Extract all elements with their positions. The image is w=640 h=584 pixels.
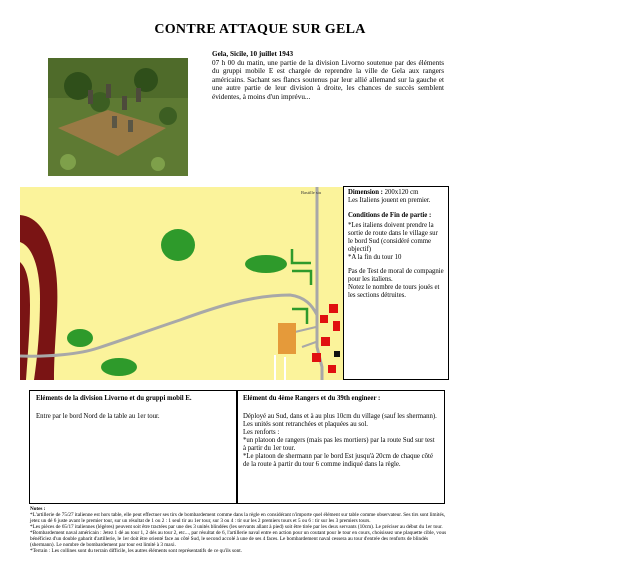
- note-light-guns: *Les pièces de 65/17 italiennes (légères) peuvent soit être tractées par une des 3 unités blindées (les servants allant à pied) soit être tirée par les deux servants (10cm). Le préciser au début du 1er tour.: [30, 524, 443, 530]
- condition-2: *A la fin du tour 10: [348, 253, 402, 261]
- us-forces-box: [237, 390, 445, 504]
- condition-1: *Les italiens doivent prendre la sortie de route dans le village sur le bord Sud (considéré comme objectif): [348, 222, 438, 253]
- dimension-label: Dimension :: [348, 189, 383, 196]
- notes-section: [30, 506, 450, 554]
- us-box-p1: Déployé au Sud, dans et à au plus 10cm du village (sauf les shermann). Les unités sont retranchées et plaquées au sol.: [243, 413, 437, 428]
- notes-heading: Notes :: [30, 506, 46, 512]
- note-artillery: *L'artillerie de 75/27 italienne est hors table, elle peut effectuer ses tirs de bombardement comme dans la règle en considérant n'importe quel élément sur table comme observateur. Ses tirs sont limités, jetez un dé 6 juste avant le premier tour, sur un résultat de 1 ou 2 : 1 seul tir au 1er tour, sur 3 ou 4 : tir sur les 2 premiers tours et 5 ou 6 : tir sur les 3 premiers tours.: [30, 512, 446, 524]
- intro-paragraph: 07 h 00 du matin, une partie de la division Livorno soutenue par des éléments du gruppi mobile E est chargée de reprendre la ville de Gela aux rangers américains. Sachant ses flancs soutenus par leur allié allemand sur la gauche et une autre partie de leur division à droite, les chances de succès semblent évidentes, à moins d'un imprévu...: [212, 58, 444, 101]
- us-box-title: Elément du 4ème Rangers et du 39th engineer :: [243, 395, 381, 402]
- note-terrain: *Terrain : Les collines sont du terrain difficile, les autres éléments sont représentatifs de ce qu'ils sont.: [30, 548, 242, 554]
- map-label: Bastille stu: [301, 190, 322, 195]
- intro-heading: Gela, Sicile, 10 juillet 1943: [212, 50, 294, 58]
- italian-box-title: Eléments de la division Livorno et du gruppi mobil E.: [36, 395, 192, 402]
- dimension-value: 200x120 cm: [382, 189, 419, 196]
- page-title: CONTRE ATTAQUE SUR GELA: [154, 22, 366, 37]
- dimension-note: Les Italiens jouent en premier.: [348, 196, 431, 204]
- morale-note: Pas de Test de moral de compagnie pour les italiens.: [348, 268, 444, 284]
- note-naval: *Bombardement naval américain : Jetez 1 dé au tour 1, 2 dés au tour 2, etc..., par résultat de 6, l'artillerie naval entre en action pour un coutant pour le tour en cours, choisissez une plaquette cible, vous bénéficiez d'un double gabarit d'artillerie, le 1er doit être orienté face au côté Sud, le second accolé à une de ses 4 faces. Le bombardement naval cessera au tour d'entrée des renforts de blindés (shermann). Le nombre de bombardement par tour est limité à 3 maxi.: [30, 530, 447, 548]
- us-box-p2: Les renforts :: [243, 429, 280, 436]
- italian-box-text: Entre par le bord Nord de la table au 1er tour.: [36, 413, 160, 420]
- italian-forces-box: [29, 390, 237, 504]
- intro-text: [212, 50, 444, 102]
- conditions-title: Conditions de Fin de partie :: [348, 211, 432, 219]
- us-box-p4: *Le platoon de shermann par le bord Est jusqu'à 20cm de chaque côté de la route à partir du tour 6 comme indiqué dans la règle.: [243, 453, 433, 468]
- battle-map: [20, 187, 343, 380]
- us-box-p3: *un platoon de rangers (mais pas les mortiers) par la route Sud sur test à partir du 1er tour.: [243, 437, 435, 452]
- scenario-box: [343, 186, 449, 380]
- miniatures-photo: [48, 58, 188, 176]
- morale-note-2: Notez le nombre de tours joués et les sections détruites.: [348, 283, 440, 299]
